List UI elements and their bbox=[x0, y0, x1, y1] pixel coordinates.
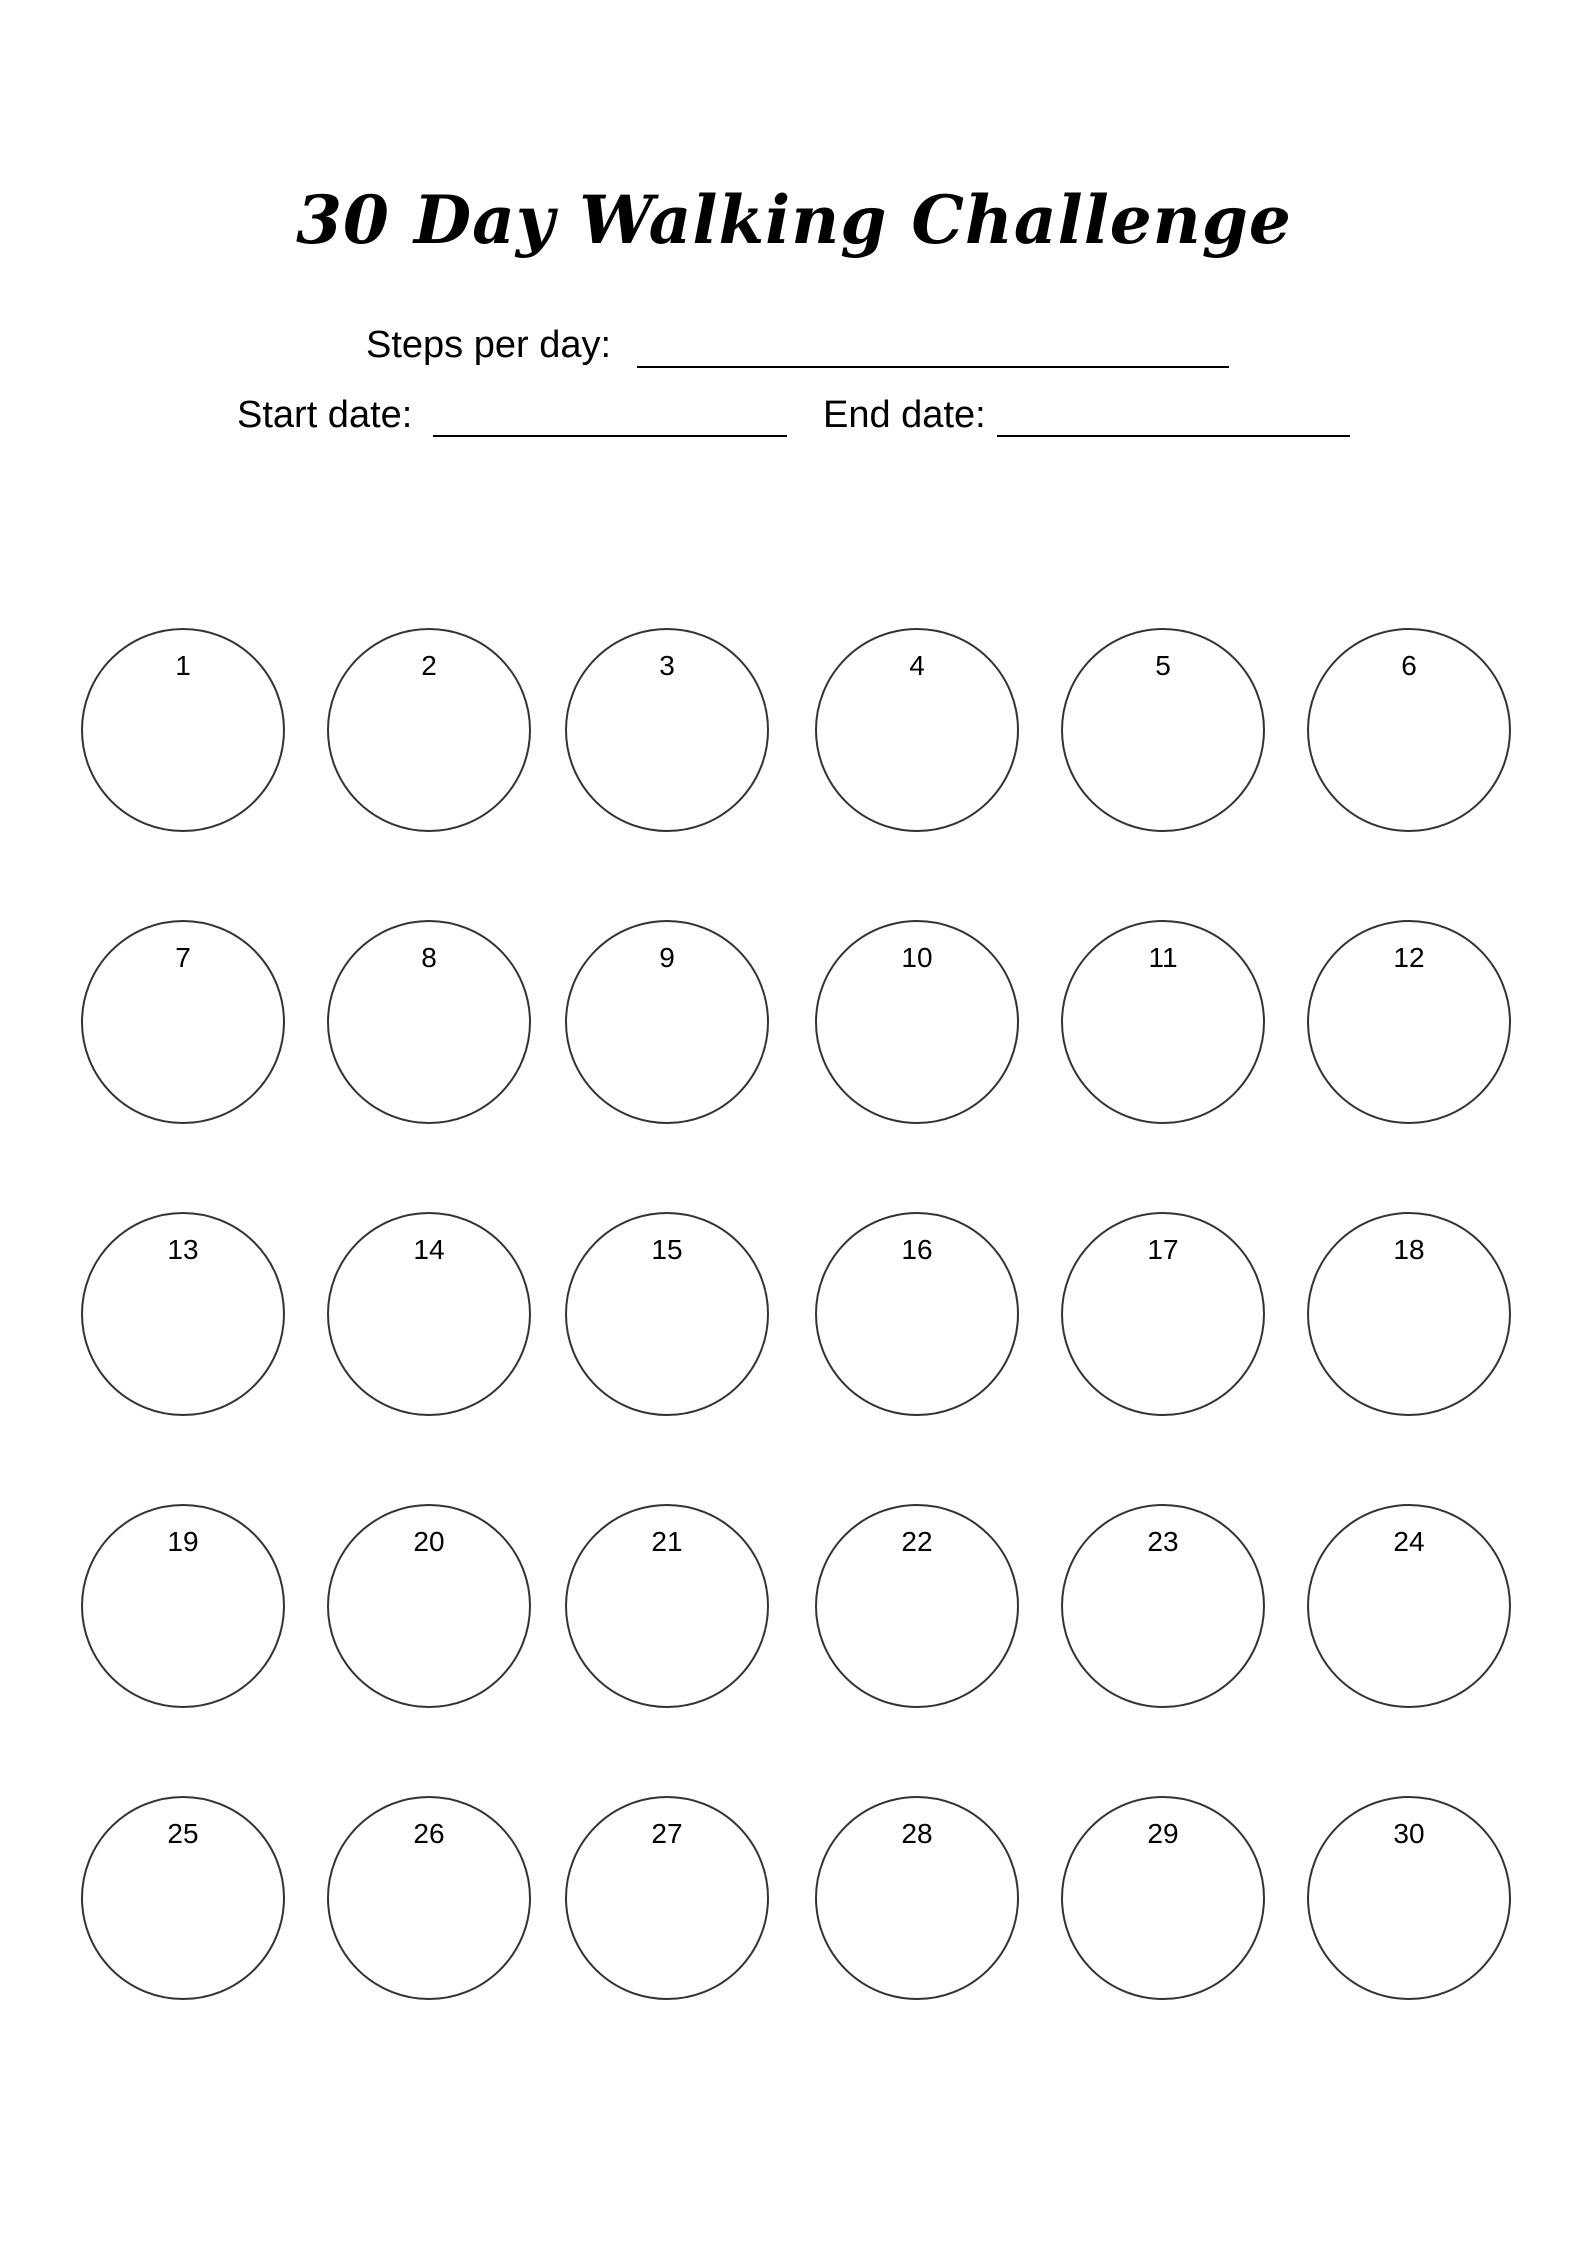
page-title: 30 Day Walking Challenge bbox=[296, 181, 1292, 259]
day-number: 20 bbox=[413, 1526, 445, 1557]
day-number: 29 bbox=[1147, 1818, 1179, 1849]
day-number: 6 bbox=[1401, 650, 1417, 681]
day-number: 28 bbox=[901, 1818, 933, 1849]
day-number: 10 bbox=[901, 942, 933, 973]
day-number: 22 bbox=[901, 1526, 933, 1557]
day-number: 21 bbox=[651, 1526, 683, 1557]
day-number: 26 bbox=[413, 1818, 445, 1849]
day-number: 18 bbox=[1393, 1234, 1425, 1265]
day-number: 17 bbox=[1147, 1234, 1179, 1265]
day-number: 3 bbox=[659, 650, 675, 681]
day-number: 27 bbox=[651, 1818, 683, 1849]
day-number: 16 bbox=[901, 1234, 933, 1265]
start-date-label: Start date: bbox=[237, 394, 413, 436]
day-number: 15 bbox=[651, 1234, 683, 1265]
day-number: 9 bbox=[659, 942, 675, 973]
day-number: 23 bbox=[1147, 1526, 1179, 1557]
day-number: 2 bbox=[421, 650, 437, 681]
day-number: 8 bbox=[421, 942, 437, 973]
day-number: 19 bbox=[167, 1526, 199, 1557]
steps-per-day-label: Steps per day: bbox=[366, 324, 612, 366]
day-number: 4 bbox=[909, 650, 925, 681]
day-number: 11 bbox=[1148, 942, 1178, 973]
day-number: 7 bbox=[175, 942, 191, 973]
day-number: 24 bbox=[1393, 1526, 1425, 1557]
day-number: 25 bbox=[167, 1818, 199, 1849]
end-date-label: End date: bbox=[823, 394, 986, 436]
day-number: 13 bbox=[167, 1234, 199, 1265]
day-number: 5 bbox=[1155, 650, 1171, 681]
day-number: 1 bbox=[175, 650, 191, 681]
day-number: 30 bbox=[1393, 1818, 1425, 1849]
day-number: 12 bbox=[1393, 942, 1425, 973]
day-number: 14 bbox=[413, 1234, 445, 1265]
